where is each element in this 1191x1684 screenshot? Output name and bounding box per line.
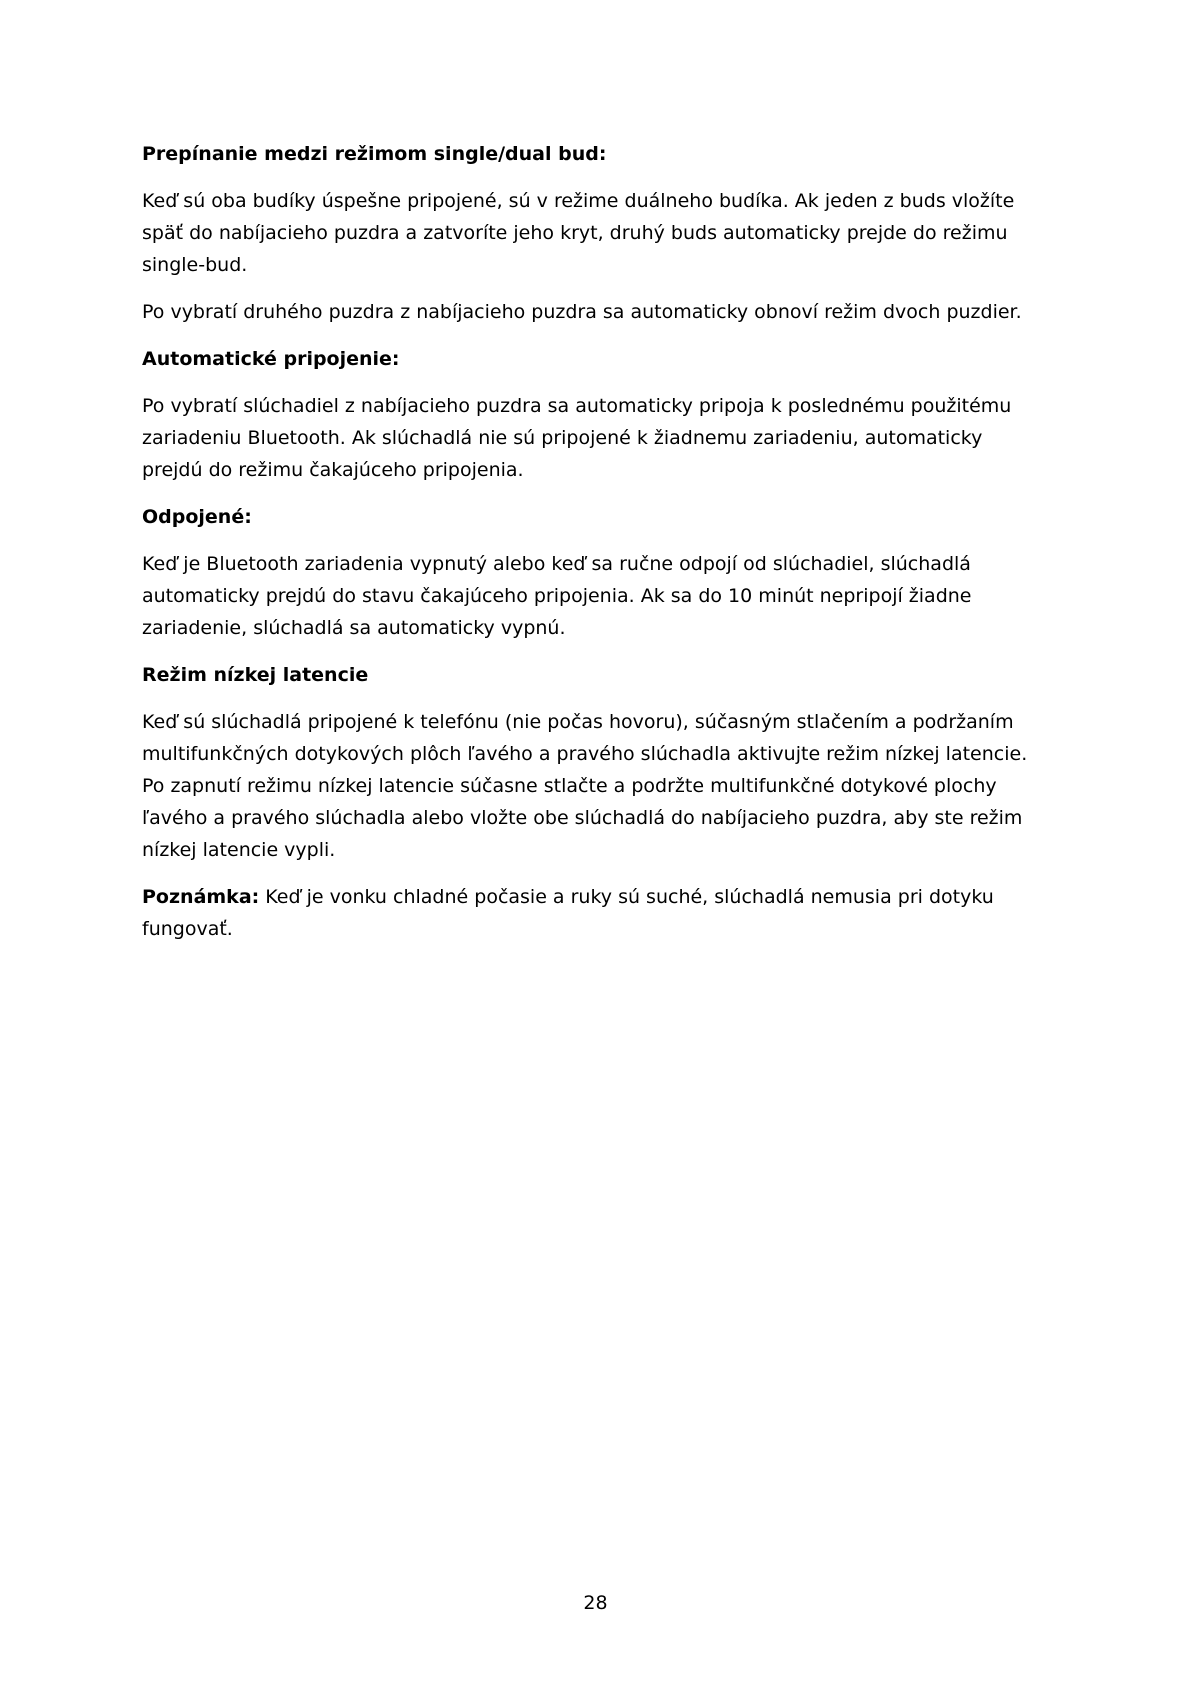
paragraph-disconnected [142,548,1062,644]
text-line: Keď sú oba budíky úspešne pripojené, sú v režime duálneho budíka. Ak jeden z buds vložíte [142,190,1015,212]
text-line: nízkej latencie vypli. [142,839,336,861]
note-label: Poznámka: [142,886,260,908]
note-paragraph [142,881,1062,945]
text-line: multifunkčných dotykových plôch ľavého a pravého slúchadla aktivujte režim nízkej latencie. [142,743,1028,765]
text-line: single-bud. [142,254,248,276]
page-number: 28 [583,1592,608,1614]
section-heading-disconnected: Odpojené: [142,506,252,528]
paragraph-single-dual-2 [142,296,1062,328]
section-heading-single-dual: Prepínanie medzi režimom single/dual bud: [142,143,607,165]
text-line: prejdú do režimu čakajúceho pripojenia. [142,459,524,481]
page-content [142,138,1062,960]
paragraph-single-dual-1 [142,185,1062,281]
paragraph-auto-connect [142,390,1062,486]
text-line: Keď je Bluetooth zariadenia vypnutý alebo keď sa ručne odpojí od slúchadiel, slúchadlá [142,553,971,575]
section-heading-auto-connect: Automatické pripojenie: [142,348,400,370]
text-line: Po zapnutí režimu nízkej latencie súčasne stlačte a podržte multifunkčné dotykové plochy [142,775,997,797]
text-line: späť do nabíjacieho puzdra a zatvoríte jeho kryt, druhý buds automaticky prejde do režimu [142,222,1008,244]
text-line: Keď sú slúchadlá pripojené k telefónu (nie počas hovoru), súčasným stlačením a podržaním [142,711,1014,733]
section-heading-low-latency: Režim nízkej latencie [142,664,369,686]
note-line [142,881,1062,913]
text-line: zariadenie, slúchadlá sa automaticky vypnú. [142,617,566,639]
text-line: Po vybratí slúchadiel z nabíjacieho puzdra sa automaticky pripoja k poslednému použitému [142,395,1012,417]
note-line: fungovať. [142,918,233,940]
text-line: Po vybratí druhého puzdra z nabíjacieho puzdra sa automaticky obnoví režim dvoch puzdier. [142,301,1022,323]
text-line: zariadeniu Bluetooth. Ak slúchadlá nie sú pripojené k žiadnemu zariadeniu, automaticky [142,427,983,449]
paragraph-low-latency [142,706,1062,866]
note-text: Keď je vonku chladné počasie a ruky sú suché, slúchadlá nemusia pri dotyku [259,886,994,908]
text-line: automaticky prejdú do stavu čakajúceho pripojenia. Ak sa do 10 minút nepripojí žiadne [142,585,972,607]
text-line: ľavého a pravého slúchadla alebo vložte obe slúchadlá do nabíjacieho puzdra, aby ste režim [142,807,1023,829]
